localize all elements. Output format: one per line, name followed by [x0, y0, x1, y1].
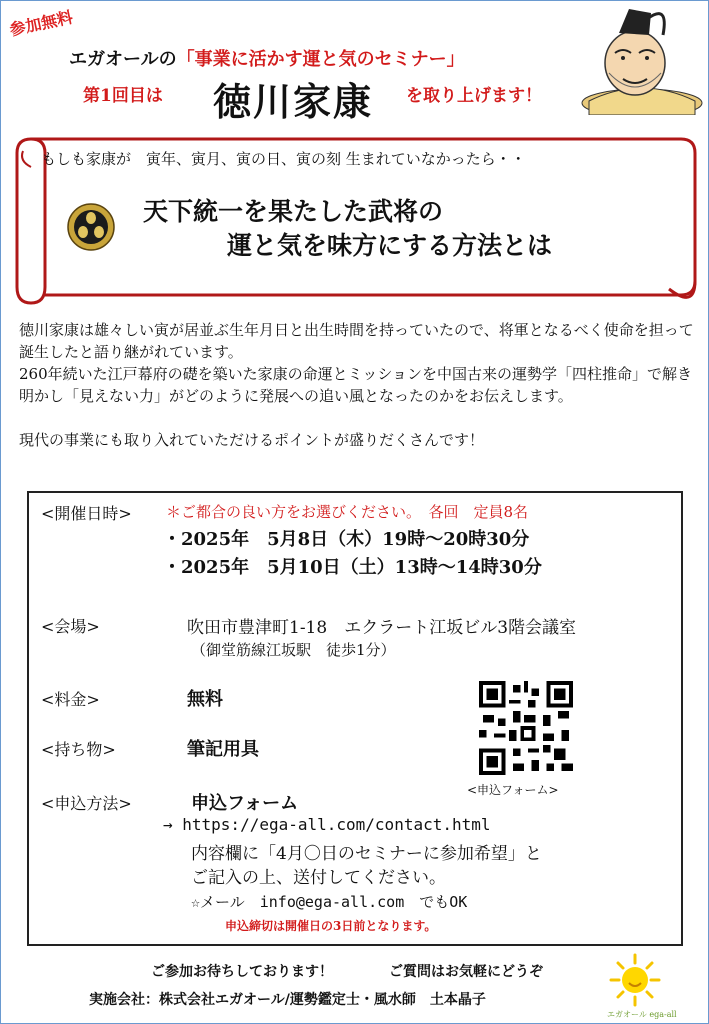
apply-note-2: ご記入の上、送付してください。: [191, 868, 446, 888]
intro-p3: 現代の事業にも取り入れていただけるポイントが盛りだくさんです！: [19, 431, 485, 449]
intro-p2: 260年続いた江戸幕府の礎を築いた家康の命運とミッションを中国古来の運勢学「四柱推命」で解き明かし「見えない力」がどのように発展への追い風となったのかをお伝えします。: [19, 365, 693, 405]
intro-text: [19, 319, 699, 451]
title-prefix: エガオールの: [69, 49, 177, 70]
date-option-2: ・2025年 5月10日（土）13時～14時30分: [163, 557, 542, 578]
qr-code-icon[interactable]: [479, 681, 573, 775]
logo-text: エガオール ega-all: [607, 1010, 677, 1019]
items-label: <持ち物>: [41, 740, 116, 759]
banner-headline-1: 天下統一を果たした武将の: [143, 197, 444, 226]
items: 筆記用具: [187, 739, 259, 760]
date-note: ＊ご都合の良い方をお選びください。 各回 定員8名: [166, 503, 529, 521]
subject-suffix: を取り上げます！: [406, 86, 542, 106]
banner-headline-2: 運と気を味方にする方法とは: [227, 231, 553, 260]
apply-note-1: 内容欄に「4月〇日のセミナーに参加希望」と: [191, 844, 542, 864]
intro-p1: 徳川家康は雄々しい寅が居並ぶ生年月日と出生時間を持っていたので、将軍となるべく使命を担って誕生したと語り継がれています。: [19, 321, 694, 361]
date-option-1: ・2025年 5月8日（木）19時～20時30分: [163, 529, 530, 550]
qr-caption: <申込フォーム>: [467, 783, 559, 797]
tokugawa-crest-icon: [67, 203, 115, 251]
apply-url-link[interactable]: → https://ega-all.com/contact.html: [163, 815, 491, 834]
ieyasu-illustration-icon: [579, 5, 705, 115]
venue-access: （御堂筋線江坂駅 徒歩1分）: [191, 641, 396, 659]
venue-label: <会場>: [41, 617, 100, 636]
apply-label: <申込方法>: [41, 794, 132, 813]
free-badge: 参加無料: [7, 7, 75, 40]
deadline-note: 申込締切は開催日の3日前となります。: [225, 919, 437, 933]
ega-all-logo-icon: [605, 953, 665, 1013]
venue: 吹田市豊津町1-18 エクラート江坂ビル3階会議室: [187, 618, 577, 638]
apply-method: 申込フォーム: [191, 793, 299, 814]
banner-question: もしも家康が 寅年、寅月、寅の日、寅の刻 生まれていなかったら・・: [41, 150, 526, 168]
date-label: <開催日時>: [41, 504, 132, 523]
seminar-title: [69, 45, 465, 71]
footer-wait: ご参加お待ちしております！: [151, 964, 333, 980]
title-main: 「事業に活かす運と気のセミナー」: [176, 49, 465, 70]
fee-label: <料金>: [41, 690, 100, 709]
footer-questions: ご質問はお気軽にどうぞ: [389, 964, 543, 980]
episode-label: 第1回目は: [83, 86, 163, 106]
fee: 無料: [187, 689, 223, 710]
apply-email-link[interactable]: ☆メール info@ega-all.com でもOK: [191, 893, 468, 911]
subject-name: 徳川家康: [213, 79, 374, 124]
footer-organizer: 実施会社：株式会社エガオール/運勢鑑定士・風水師 土本晶子: [89, 992, 486, 1008]
